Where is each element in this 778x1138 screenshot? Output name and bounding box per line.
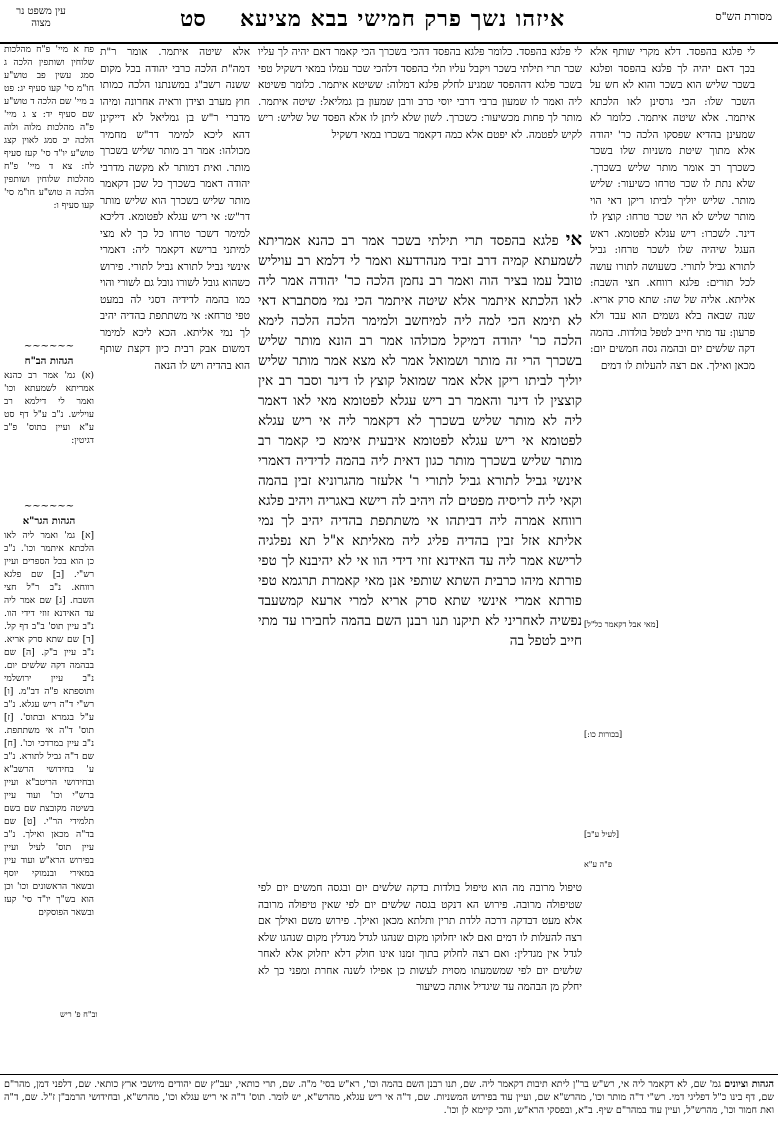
gemara-text: פלגא בהפסד תרי תילתי בשכר אמר רב כהנא אמריתא לשמעתא קמיה דרב זביד מנהרדעא ואמר לי דלמא רב עויליש טובל עמו בציר הוה ואמר רב נחמן הלכה כר' יהודה אמר ליה לאו הלכתא איתמר אלא שיטה איתמר הכי נמי מסתברא דאי לא תימא הכי למה ליה למיחשב ולמימר הלכה הלכה לימא הלכה כר' יהודה דמיקל מכולהו אמר רב הונא מותר שליש בשכרך הרי זה מותר ושמואל אמר לא מצא אמר מותר שליש יוליך לביתו ריקן אלא אמר שמואל קוצץ לו דינר וסבר רב אין קוצצין לו דינר והאמר רב ריש עגלא לפטומא מאי לאו דאמר ליה לא מותר שליש בשכרך לא דקאמר ליה אי ריש עגלא לפטומא אי ריש עגלא לפטומא איבעית אימא כי קאמר רב מותר שליש בשכרך מותר כגון דאית ליה בהמה לדידיה דאמרי אינשי גביל לתורא גביל לתורי ר' אלעזר מהגרוניא זבין בהמה וקאי ליה לריסיה מפטים לה ויהיב לה רישא באגריה ויהיב פלגא רווחא אמרה ליה דביתהו אי משתתפת בהדיה יהיב לך נמי אליתא אזל זבין בהדיה פליג ליה מאליתא א"ל תא נפלגיה לרישא אמר ליה עד האידנא זוזי דידי הוו אי לא יהיבנא לך טפי פורתא מיהו כרבית השתא שותפי אנן מאי קאמרת תרגמא טפי פורתא אמרי אינשי שתא סרק אריא למרי ארעא קמשעבד נפשיה לאחריני לא תיקנו תנו רבנן השם בהמה לחבירו עד מתי חייב לטפל בה — [258, 233, 582, 649]
rashi-text: לי פלגא בהפסד. דלא מקרי שותף אלא בכך דאם יהיה לך פלגא בהפסד ופלגא בשכר שליש הוא בשכר והוא לא חש על השכר שלו: הכי גרסינן לאו הלכתא איתמר. אלא שיטה איתמר. כלומר לא שמעינן בהדיא שפסקו הלכה כר' יהודה אלא מתוך שיטת משניות שלו בשכר כשכרך רב אומר מותר שליש בשכרך. שלא נתת לו שכר טרחו כשיעור: שליש מותר. שליש יוליך לביתו ריקן דאי הוי מותר שליש לא הוי שכר טרחו: קוצץ לו דינר. לשכרו: ריש עגלא לפטומא. ראש העגל שיהיה שלו לשכר טרחו: גביל לתורא גביל לתורי. כשעושה לתורו עושה לכל תורים: פלגא רווחא. חצי השבח: אליתא. אליה של שה: שתא סרק אריא. שנה שבאה בלא גשמים הוא עבד ולא פרעון: עד מתי חייב לטפל בולדות. בהמה דקה שלשים יום ובהמה גסה חמשים יום: מכאן ואילך. אם רצה להעלות לו דמים — [590, 46, 755, 372]
margin-note: פ"ה ע"א — [584, 860, 613, 869]
hagahot-habach-title: הגהות הב"ח — [24, 356, 74, 367]
hagahot-hagra-title: הגהות הגר"א — [22, 516, 76, 527]
page-number: סט — [180, 6, 206, 32]
rashi-top-text: לי פלגא בהפסד. כלומר פלגא בהפסד דהכי בשכרך הכי קאמר דאם יהיה לך עליו שכר תרי תילתי בשכר ויקבל עליו תלי בהפסד דלהכי שכר עמלו במאי דשקיל טפי בשכר פלגא דההפסד שמגיע לחלק פלגא דמלוה: ששיטא איתמר. כלומר פשיטא ליה ואמר לו שמעון ברבי דרבי יוסי כרב ורבן שמעון בן גמליאל: שיטה איתמר. מותר לך פחות מכשיעור: כשכרך. לשון שלא ליתן לו אלא הפסד של שליש: ריש לקיש לפטמה. לא יפטם אלא כמה דקאמר בשכרו במאי דשקיל — [258, 46, 582, 141]
page-header — [0, 4, 778, 44]
hagahot-habach-text: (א) גמ' אמר רב כהנא אמריתא לשמעתא וכו' ואמר לי דילמא רב עויליש. נ"ב ע"ל דף סט ע"א ועיין בתוס' פ"ב דגיטין: — [4, 371, 94, 446]
margin-note: [מאי אבל דקאמר כל"ל] — [584, 620, 659, 629]
tosafot-bottom-block — [258, 880, 582, 1050]
footer-divider — [0, 1074, 778, 1075]
ein-mishpat-text: פח א מיי' פ"ח מהלכות שלוחין ושותפין הלכה ג סמג עשין פב טוש"ע חו"מ סי' קעו סעיף יג: פט ב מיי' שם הלכה ד טוש"ע שם סעיף יד: צ ג מיי' פ"ה מהלכות מלוה ולוה הלכה יב סמג לאוין קצג טוש"ע יו"ד סי' קעז סעיף לח: צא ד מיי' פ"ח מהלכות שלוחין ושותפין הלכה ה טוש"ע חו"מ סי' קעו סעיף ו: — [4, 45, 94, 211]
footer-text: גמ' שם, לא דקאמר ליה אי, רש"ש בר"ן ליתא תיבות דקאמר ליה. שם, תנו רבנן השם בהמה וכו', רא"ש בסי' מ"ה. שם, תרי כותאי, יעב"ץ שם יהודים מיושבי ארץ כותאי. שם, דלפני דמן, מהר"ם שם, דף בינו כ"ל דפליגי דמי. רש"י ד"ה מותר וכו', מהרש"א שם, ועיין עוד בפירוש המשניות. שם, ד"ה אי ריש עגלא, מהרש"א, יש לומר. תוס' ד"ה אי ריש עגלא וכו', מהרש"א, ובחידושי הרמב"ן ז"ל. שם, ד"ה ואת חמור וכו', מהרש"ל, ועיין עוד במהר"ם שיף. ב"א, ובפסקי הרא"ש, והכי קיימא לן וכו'. — [4, 1079, 774, 1116]
hagahot-habach-section — [4, 340, 94, 490]
ornament-divider: ~~~~~~ — [23, 501, 75, 512]
ein-mishpat-label: עין משפט נר מצוה — [16, 6, 66, 29]
margin-note: [לעיל ע"ב] — [584, 830, 619, 839]
tosafot-column — [100, 44, 250, 1064]
hagahot-hagra-text: [א] גמ' ואמר ליה לאו הלכתא איתמר וכו'. נ"ב כן הוא בכל הספרים ועיין רש"י. [ב] שם פלגא רווחא. נ"ב ר"ל חצי השבח. [ג] שם אמר ליה עד האידנא זוזי דידי הוו. נ"ב עיין תוס' ב"ב דף קל. [ד] שם שתא סרק אריא. נ"ב עיין ב"ק. [ה] שם בבהמה דקה שלשים יום. נ"ב עיין ירושלמי ותוספתא פ"ה דב"מ. [ו] רש"י ד"ה ריש עגלא. נ"ב ע"ל בגמרא ובתוס'. [ז] תוס' ד"ה אי משתתפת. נ"ב עיין במרדכי וכו'. [ח] שם ד"ה גביל לתורא. נ"ב ע' בחידושי הרשב"א ובחידושי הריטב"א ועיין ברש"י וכו' ועוד עיין בשיטה מקובצת שם בשם תלמידי הר"י. [ט] שם בד"ה מכאן ואילך. נ"ב עיין תוס' לעיל ועיין בפירוש הרא"ש ועוד עיין במאירי ובנמוקי יוסף ובשאר הראשונים וכו' וכן הוא בש"ך יו"ד סי' קעז ובשאר הפוסקים — [4, 531, 94, 918]
footer-title: הגהות וציונים — [724, 1079, 774, 1090]
page-title: איזהו נשך פרק חמישי בבא מציעא — [240, 6, 566, 32]
hagahot-hagra-section — [4, 500, 94, 1060]
rashi-top-block — [258, 44, 582, 224]
margin-note: וב"ח פ' ריש — [60, 1010, 98, 1019]
gemara-column — [258, 230, 582, 870]
tosafot-bottom-text: טיפול מרובה מה הוא טיפול בולדות בדקה שלשים יום ובגסה חמשים יום לפי שטיפולה מרובה. פירוש הא דנקט בגסה שלשים יום לפי שאין טיפולה מרובה אלא מעט דבדקה דרכה ללדת תרין ותלתא מכאן ואילך. פירוש משם ואילך אם רצה להעלות לו דמים ואם לאו יחלוקו מקום שנהגו לגדל מגדלין מקום שנהגו שלא לגדל אין מגדלין: ואם רצה לחלוק בתוך זמנו אינו חולק דלא יחלוק אלא לאחר שלשים יום לפי שמשמעתו מסוית לעשות כן אפילו לשנה אחרת ומפני כך לא יחלק מן הבהמה עד שיגדיל אותה כשיעור — [258, 882, 582, 993]
rashi-column — [590, 44, 755, 1064]
margin-note: [בכורות כו:] — [584, 730, 623, 739]
ornament-divider: ~~~~~~ — [23, 341, 75, 352]
gemara-opening-word: אי — [565, 230, 582, 250]
masoret-hashas-label: מסורת הש"ס — [715, 10, 772, 23]
tosafot-text: אלא שיטה איתמר. אומר ר"ת דמה"ת הלכה כרבי יהודה בכל מקום ששנה רשב"ג במשנתנו הלכה כמותו חוץ מערב וצידן וראיה אחרונה ומיהו מדברי ר"ש בן גמליאל לא דייקינן דהא ליכא למימר דר"ש מחמיר מכולהו: אמר רב מותר שליש בשכרך מותר. ואית דמותר לא מקשה מדרבי יהודה דאמר בשכרך כל שכן דקאמר מותר שליש בשכרך הוא שליש מותר דר"ש: אי ריש עגלא לפטומא. דליכא למימר דשכר טרחו כל כך לא מצי למיתני ברישא דקאמר ליה: דאמרי אינשי גביל לתורא גביל לתורי. פירוש כשהוא גובל לשורו גובל גם לשורי והוי כמו בהמה לדידיה דסגי לה במעט טפי טרחא: אי משתתפת בהדיה יהיב לך נמי אליתא. הכא ליכא למימר דמשום אבק רבית כיון דקצת שותף הוא בהדיה ויש לו הנאה — [100, 46, 250, 372]
footer-notes — [4, 1078, 774, 1134]
